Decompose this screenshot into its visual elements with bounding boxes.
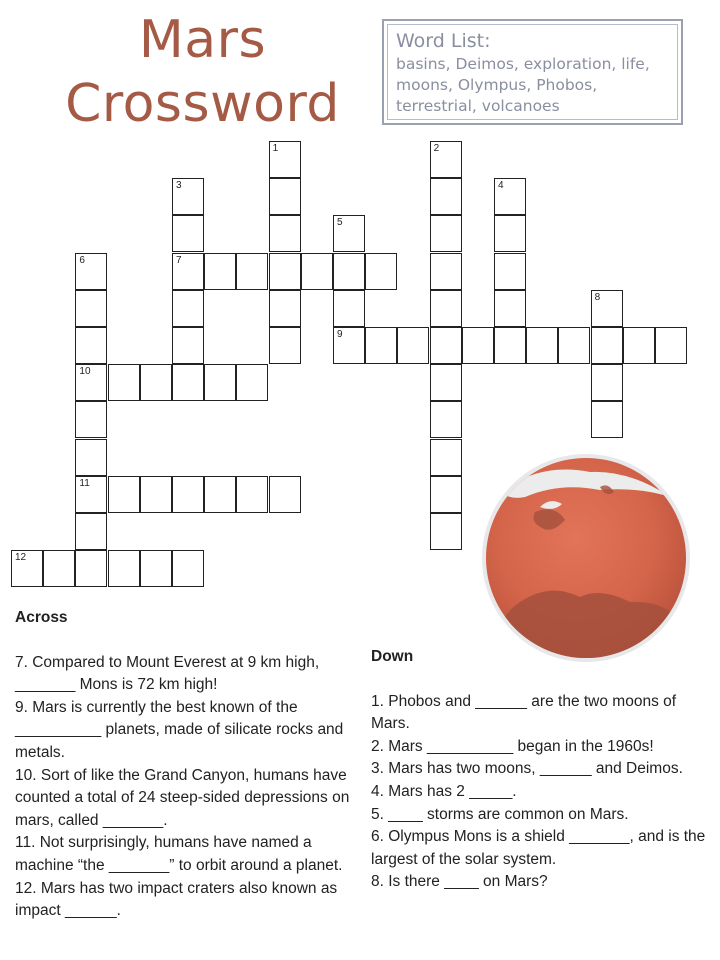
crossword-cell[interactable] [430,253,462,290]
clue-number: 12 [15,552,27,564]
crossword-cell[interactable] [333,253,365,290]
crossword-cell[interactable] [623,327,655,364]
crossword-cell[interactable] [591,290,623,327]
crossword-cell[interactable] [430,476,462,513]
crossword-cell[interactable] [397,327,429,364]
crossword-cell[interactable] [140,550,172,587]
crossword-cell[interactable] [301,253,333,290]
crossword-cell[interactable] [75,327,107,364]
crossword-cell[interactable] [269,327,301,364]
crossword-cell[interactable] [43,550,75,587]
word-list-box [382,19,683,125]
crossword-cell[interactable] [591,401,623,438]
mars-planet-image [480,452,692,664]
crossword-cell[interactable] [11,550,43,587]
crossword-cell[interactable] [430,178,462,215]
crossword-cell[interactable] [333,215,365,252]
crossword-cell[interactable] [494,215,526,252]
down-clue-1: 1. Phobos and ______ are the two moons of Mars. [371,692,677,733]
across-clue-9: 9. Mars is currently the best known of the __________ planets, made of silicate rocks and metals. [15,698,344,761]
crossword-cell[interactable] [494,253,526,290]
crossword-cell[interactable] [75,513,107,550]
clue-number: 5 [337,217,343,229]
title-line-2: Crossword [65,74,340,134]
word-list-heading: Word List: [396,30,491,52]
down-clue-4: 4. Mars has 2 _____. [371,782,517,800]
crossword-cell[interactable] [430,439,462,476]
crossword-cell[interactable] [430,290,462,327]
clue-number: 1 [272,143,279,154]
crossword-cell[interactable] [430,401,462,438]
down-clue-2: 2. Mars __________ began in the 1960s! [371,737,654,755]
clue-number: 10 [79,366,91,378]
crossword-cell[interactable] [333,290,365,327]
crossword-cell[interactable] [172,364,204,401]
crossword-cell[interactable] [365,253,397,290]
crossword-cell[interactable] [140,476,172,513]
word-list-words: basins, Deimos, exploration, life, moons, Olympus, Phobos, terrestrial, volcanoes [396,55,650,115]
crossword-cell[interactable] [430,327,462,364]
crossword-cell[interactable] [365,327,397,364]
crossword-cell[interactable] [172,290,204,327]
crossword-cell[interactable] [204,476,236,513]
crossword-cell[interactable] [172,178,204,215]
down-clue-5: 5. ____ storms are common on Mars. [371,805,629,823]
crossword-cell[interactable] [75,476,107,513]
crossword-cell[interactable] [430,513,462,550]
clue-number: 11 [79,477,90,489]
clue-number: 6 [79,254,85,266]
crossword-cell[interactable] [75,253,107,290]
across-clue-12: 12. Mars has two impact craters also known as impact ______. [15,879,338,920]
clue-number: 8 [594,291,601,303]
crossword-cell[interactable] [269,141,301,178]
crossword-cell[interactable] [75,401,107,438]
crossword-cell[interactable] [462,327,494,364]
crossword-cell[interactable] [172,327,204,364]
crossword-cell[interactable] [526,327,558,364]
crossword-cell[interactable] [558,327,590,364]
crossword-cell[interactable] [172,253,204,290]
crossword-cell[interactable] [494,327,526,364]
down-clue-3: 3. Mars has two moons, ______ and Deimos. [371,760,683,778]
crossword-cell[interactable] [108,364,140,401]
crossword-cell[interactable] [172,550,204,587]
crossword-cell[interactable] [75,290,107,327]
crossword-cell[interactable] [236,364,268,401]
down-clue-8: 8. Is there ____ on Mars? [371,873,548,891]
crossword-cell[interactable] [108,476,140,513]
down-heading: Down [371,648,414,665]
across-clues [15,607,360,923]
crossword-cell[interactable] [236,253,268,290]
crossword-cell[interactable] [172,215,204,252]
crossword-cell[interactable] [269,476,301,513]
clue-number: 2 [433,143,440,154]
crossword-cell[interactable] [75,364,107,401]
clue-number: 3 [176,180,182,192]
crossword-cell[interactable] [333,327,365,364]
crossword-cell[interactable] [494,290,526,327]
crossword-cell[interactable] [75,550,107,587]
title-line-1: Mars [138,10,267,70]
across-clue-7: 7. Compared to Mount Everest at 9 km high, _______ Mons is 72 km high! [15,653,320,694]
clue-number: 9 [337,329,343,340]
across-clue-10: 10. Sort of like the Grand Canyon, humans have counted a total of 24 steep-sided depressions on mars, called _______. [15,766,350,829]
crossword-cell[interactable] [591,327,623,364]
clue-number: 7 [176,254,182,266]
crossword-cell[interactable] [591,364,623,401]
clue-number: 4 [498,180,504,192]
crossword-cell[interactable] [269,253,301,290]
crossword-cell[interactable] [75,439,107,476]
word-list-inner [387,24,678,120]
down-clue-6: 6. Olympus Mons is a shield _______, and is the largest of the solar system. [371,828,706,868]
crossword-cell[interactable] [494,178,526,215]
crossword-cell[interactable] [655,327,687,364]
crossword-cell[interactable] [140,364,172,401]
down-clues [371,646,716,894]
crossword-cell[interactable] [269,215,301,252]
crossword-cell[interactable] [269,290,301,327]
crossword-cell[interactable] [204,253,236,290]
crossword-cell[interactable] [172,476,204,513]
across-heading: Across [15,609,68,626]
crossword-cell[interactable] [430,141,462,178]
crossword-cell[interactable] [204,364,236,401]
crossword-cell[interactable] [430,364,462,401]
crossword-cell[interactable] [108,550,140,587]
crossword-cell[interactable] [269,178,301,215]
crossword-cell[interactable] [430,215,462,252]
crossword-cell[interactable] [236,476,268,513]
across-clue-11: 11. Not surprisingly, humans have named a machine “the _______” to orbit around a planet. [15,834,343,874]
